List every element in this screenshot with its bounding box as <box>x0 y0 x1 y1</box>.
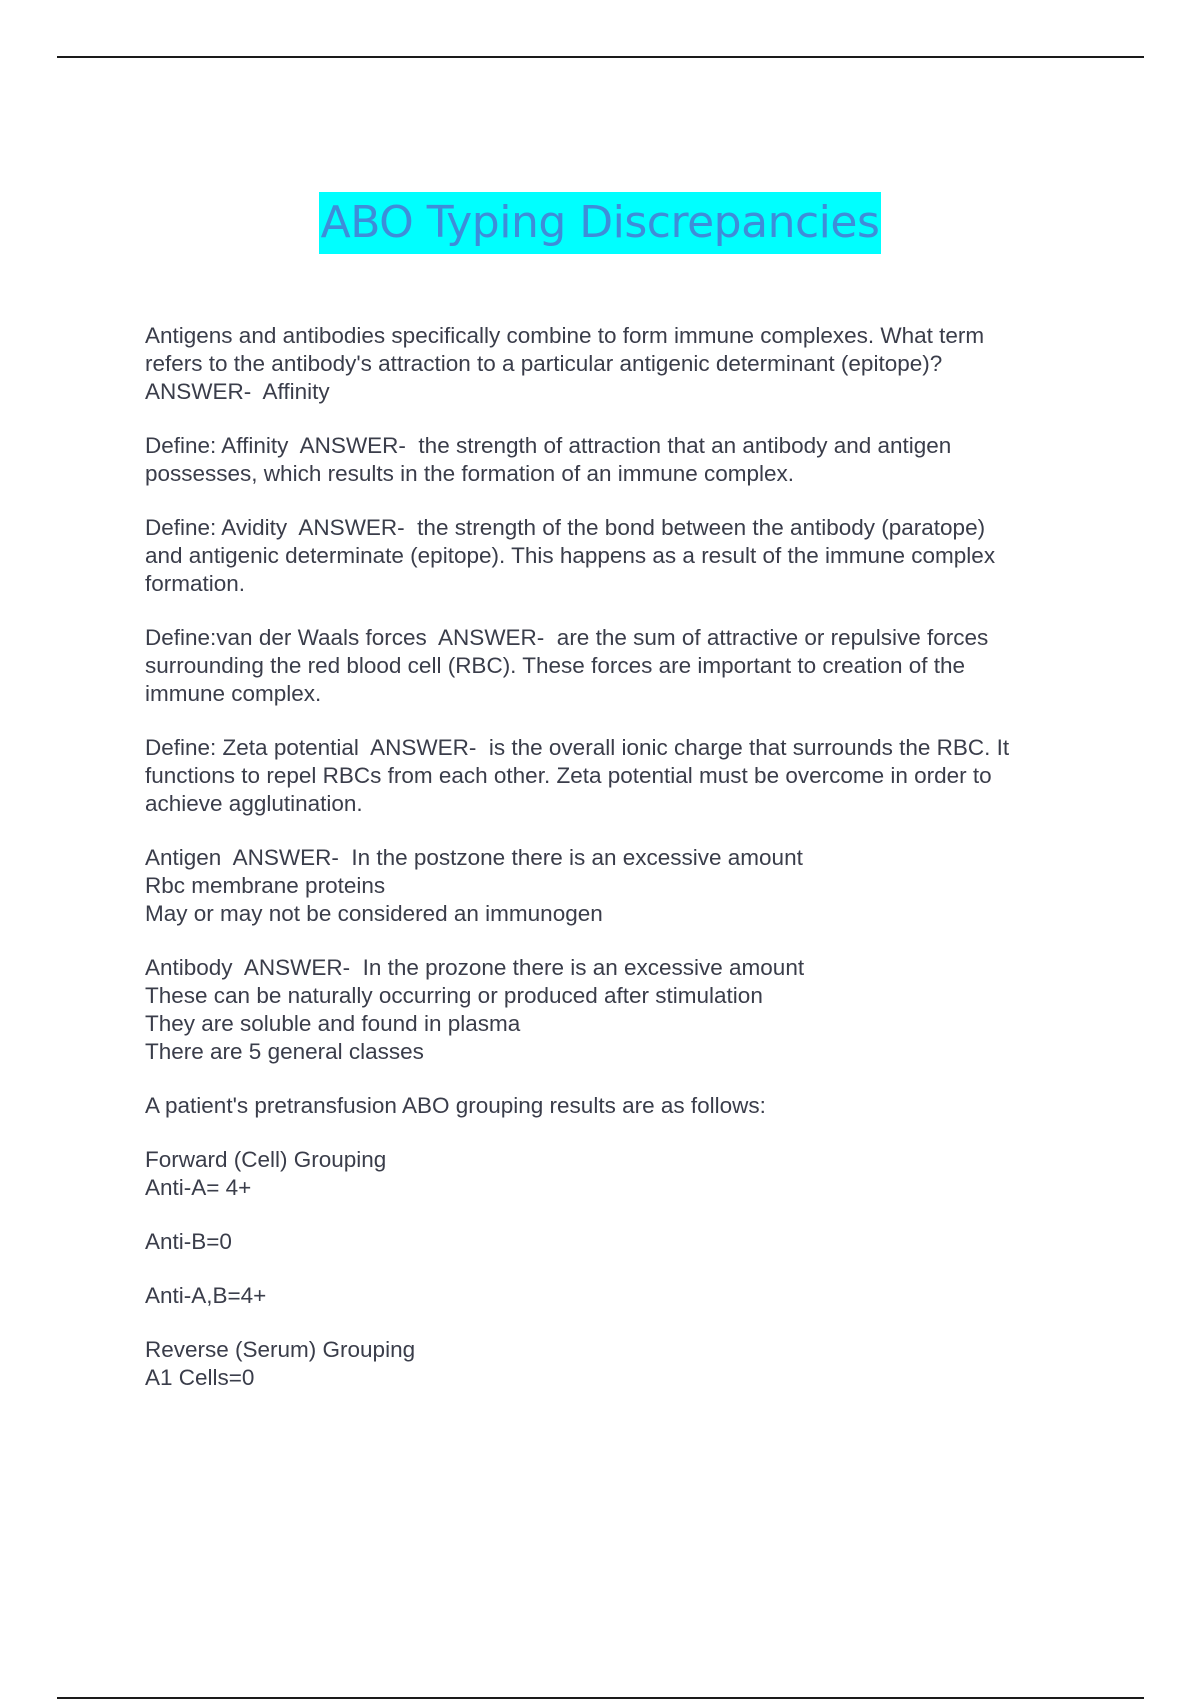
bottom-divider <box>57 1697 1144 1699</box>
text-line: functions to repel RBCs from each other. Zeta potential must be overcome in order to <box>145 763 992 788</box>
text-line: Define: Affinity ANSWER- the strength of attraction that an antibody and antigen <box>145 433 952 458</box>
top-divider <box>57 56 1144 58</box>
text-line: Define: Zeta potential ANSWER- is the overall ionic charge that surrounds the RBC. It <box>145 735 1010 760</box>
text-line: immune complex. <box>145 681 322 706</box>
paragraph <box>145 1282 1085 1310</box>
text-line: surrounding the red blood cell (RBC). These forces are important to creation of the <box>145 653 966 678</box>
text-line: Reverse (Serum) Grouping <box>145 1337 416 1362</box>
paragraph <box>145 1146 1085 1202</box>
title-container <box>0 192 1200 254</box>
paragraph <box>145 1092 1085 1120</box>
text-line: and antigenic determinate (epitope). This happens as a result of the immune complex <box>145 543 996 568</box>
text-line: Anti-A,B=4+ <box>145 1283 267 1308</box>
text-line: They are soluble and found in plasma <box>145 1011 521 1036</box>
text-line: achieve agglutination. <box>145 791 363 816</box>
paragraph <box>145 1228 1085 1256</box>
paragraph <box>145 322 1085 406</box>
paragraph <box>145 734 1085 818</box>
text-line: A1 Cells=0 <box>145 1365 255 1390</box>
text-line: Forward (Cell) Grouping <box>145 1147 387 1172</box>
text-line: May or may not be considered an immunogen <box>145 901 603 926</box>
text-line: Rbc membrane proteins <box>145 873 386 898</box>
paragraph <box>145 954 1085 1066</box>
text-line: These can be naturally occurring or produced after stimulation <box>145 983 763 1008</box>
text-line: Antigen ANSWER- In the postzone there is an excessive amount <box>145 845 803 870</box>
paragraph <box>145 844 1085 928</box>
text-line: formation. <box>145 571 246 596</box>
text-line: A patient's pretransfusion ABO grouping results are as follows: <box>145 1093 766 1118</box>
text-line: Define:van der Waals forces ANSWER- are the sum of attractive or repulsive forces <box>145 625 989 650</box>
paragraph <box>145 514 1085 598</box>
text-line: possesses, which results in the formation of an immune complex. <box>145 461 795 486</box>
paragraph <box>145 432 1085 488</box>
text-line: refers to the antibody's attraction to a particular antigenic determinant (epitope)? <box>145 351 943 376</box>
text-line: Anti-A= 4+ <box>145 1175 252 1200</box>
document-body <box>145 322 1085 1418</box>
text-line: There are 5 general classes <box>145 1039 424 1064</box>
text-line: Antibody ANSWER- In the prozone there is an excessive amount <box>145 955 805 980</box>
text-line: Define: Avidity ANSWER- the strength of the bond between the antibody (paratope) <box>145 515 986 540</box>
text-line: ANSWER- Affinity <box>145 379 330 404</box>
paragraph <box>145 1336 1085 1392</box>
text-line: Anti-B=0 <box>145 1229 232 1254</box>
document-title: ABO Typing Discrepancies <box>319 192 882 254</box>
text-line: Antigens and antibodies specifically combine to form immune complexes. What term <box>145 323 985 348</box>
paragraph <box>145 624 1085 708</box>
